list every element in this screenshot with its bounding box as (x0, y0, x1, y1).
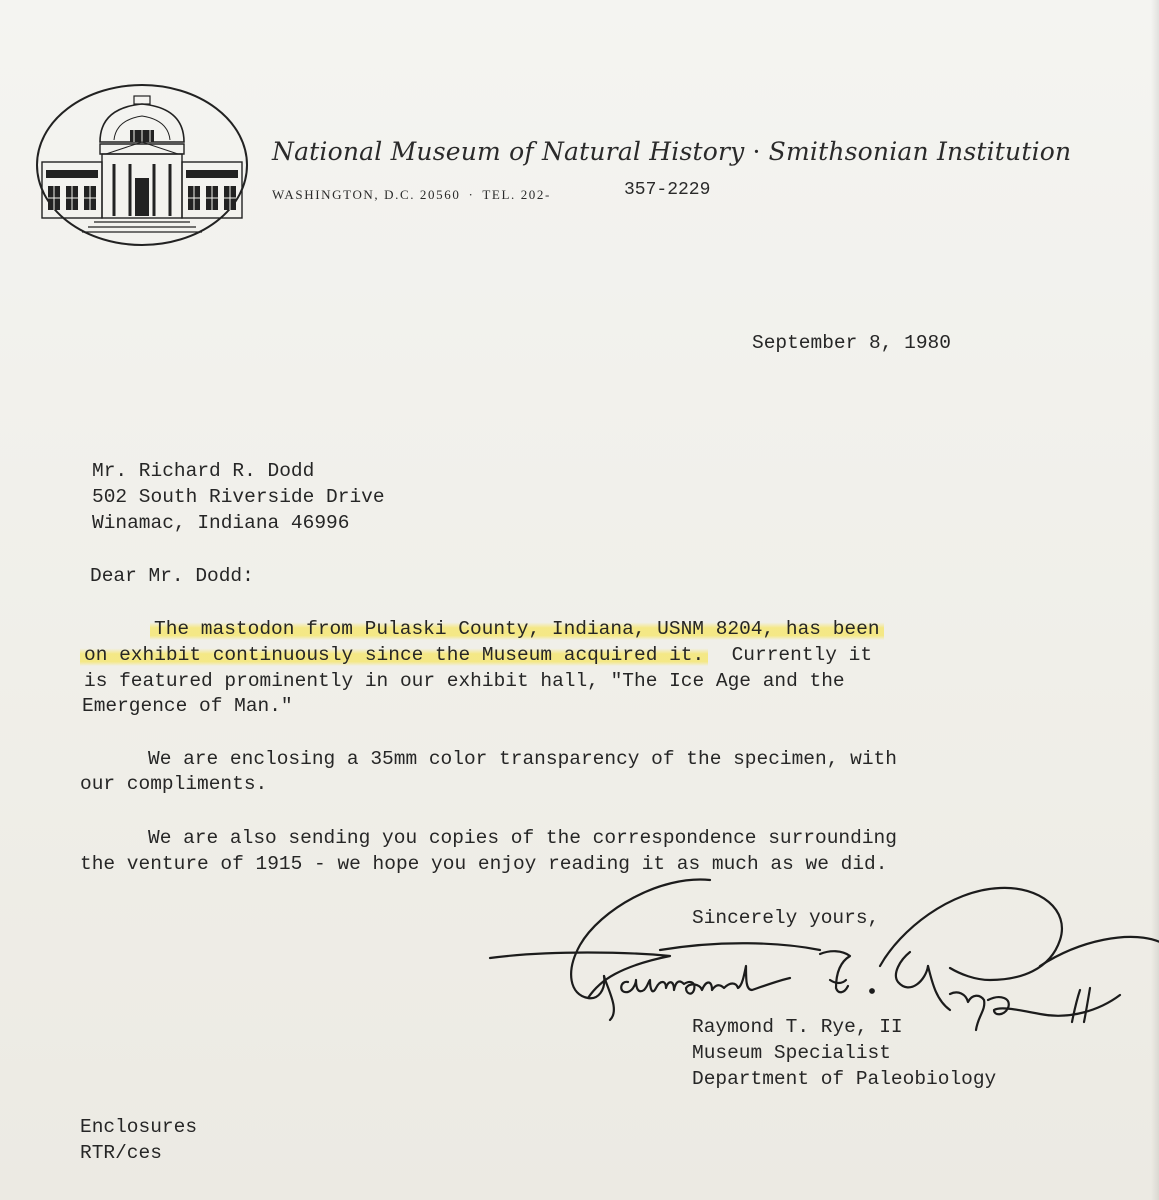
paragraph-1-line-4: Emergence of Man." (82, 695, 293, 717)
address-separator-dot: · (468, 187, 475, 202)
museum-name: National Museum of Natural History (272, 137, 745, 166)
smithsonian-name: Smithsonian Institution (768, 137, 1072, 166)
institution-name (272, 137, 1071, 166)
signer-title: Museum Specialist (692, 1042, 891, 1064)
paragraph-1-line-3: is featured prominently in our exhibit hall, "The Ice Age and the (84, 670, 845, 692)
signer-department: Department of Paleobiology (692, 1068, 997, 1090)
recipient-name: Mr. Richard R. Dodd (92, 460, 315, 482)
signer-name: Raymond T. Rye, II (692, 1016, 903, 1038)
paragraph-3-line-1: We are also sending you copies of the correspondence surrounding (148, 827, 897, 849)
museum-building-logo (34, 82, 250, 248)
highlighted-text: on exhibit continuously since the Museum acquired it. (80, 644, 708, 666)
enclosures-note: Enclosures (80, 1116, 198, 1138)
paragraph-2-line-2: our compliments. (80, 773, 268, 795)
paragraph-3-line-2: the venture of 1915 - we hope you enjoy reading it as much as we did. (80, 853, 888, 875)
paragraph-2-line-1: We are enclosing a 35mm color transparency of the specimen, with (148, 748, 897, 770)
paragraph-1-line-2 (80, 642, 872, 668)
recipient-street: 502 South Riverside Drive (92, 486, 385, 508)
telephone-label: TEL. 202- (482, 187, 551, 202)
typist-initials: RTR/ces (80, 1142, 162, 1164)
letter-date: September 8, 1980 (752, 332, 951, 354)
highlighted-text: The mastodon from Pulaski County, Indiana, USNM 8204, has been (150, 618, 884, 640)
salutation: Dear Mr. Dodd: (90, 565, 254, 587)
recipient-city: Winamac, Indiana 46996 (92, 512, 350, 534)
museum-address: WASHINGTON, D.C. 20560 (272, 187, 461, 202)
telephone-number: 357-2229 (624, 180, 711, 200)
letterhead-separator-dot: · (752, 137, 761, 166)
paragraph-1-line-1 (150, 616, 884, 642)
letterhead-address (272, 187, 551, 203)
valediction: Sincerely yours, (692, 907, 880, 929)
paragraph-1-line-2-rest: Currently it (708, 644, 873, 666)
